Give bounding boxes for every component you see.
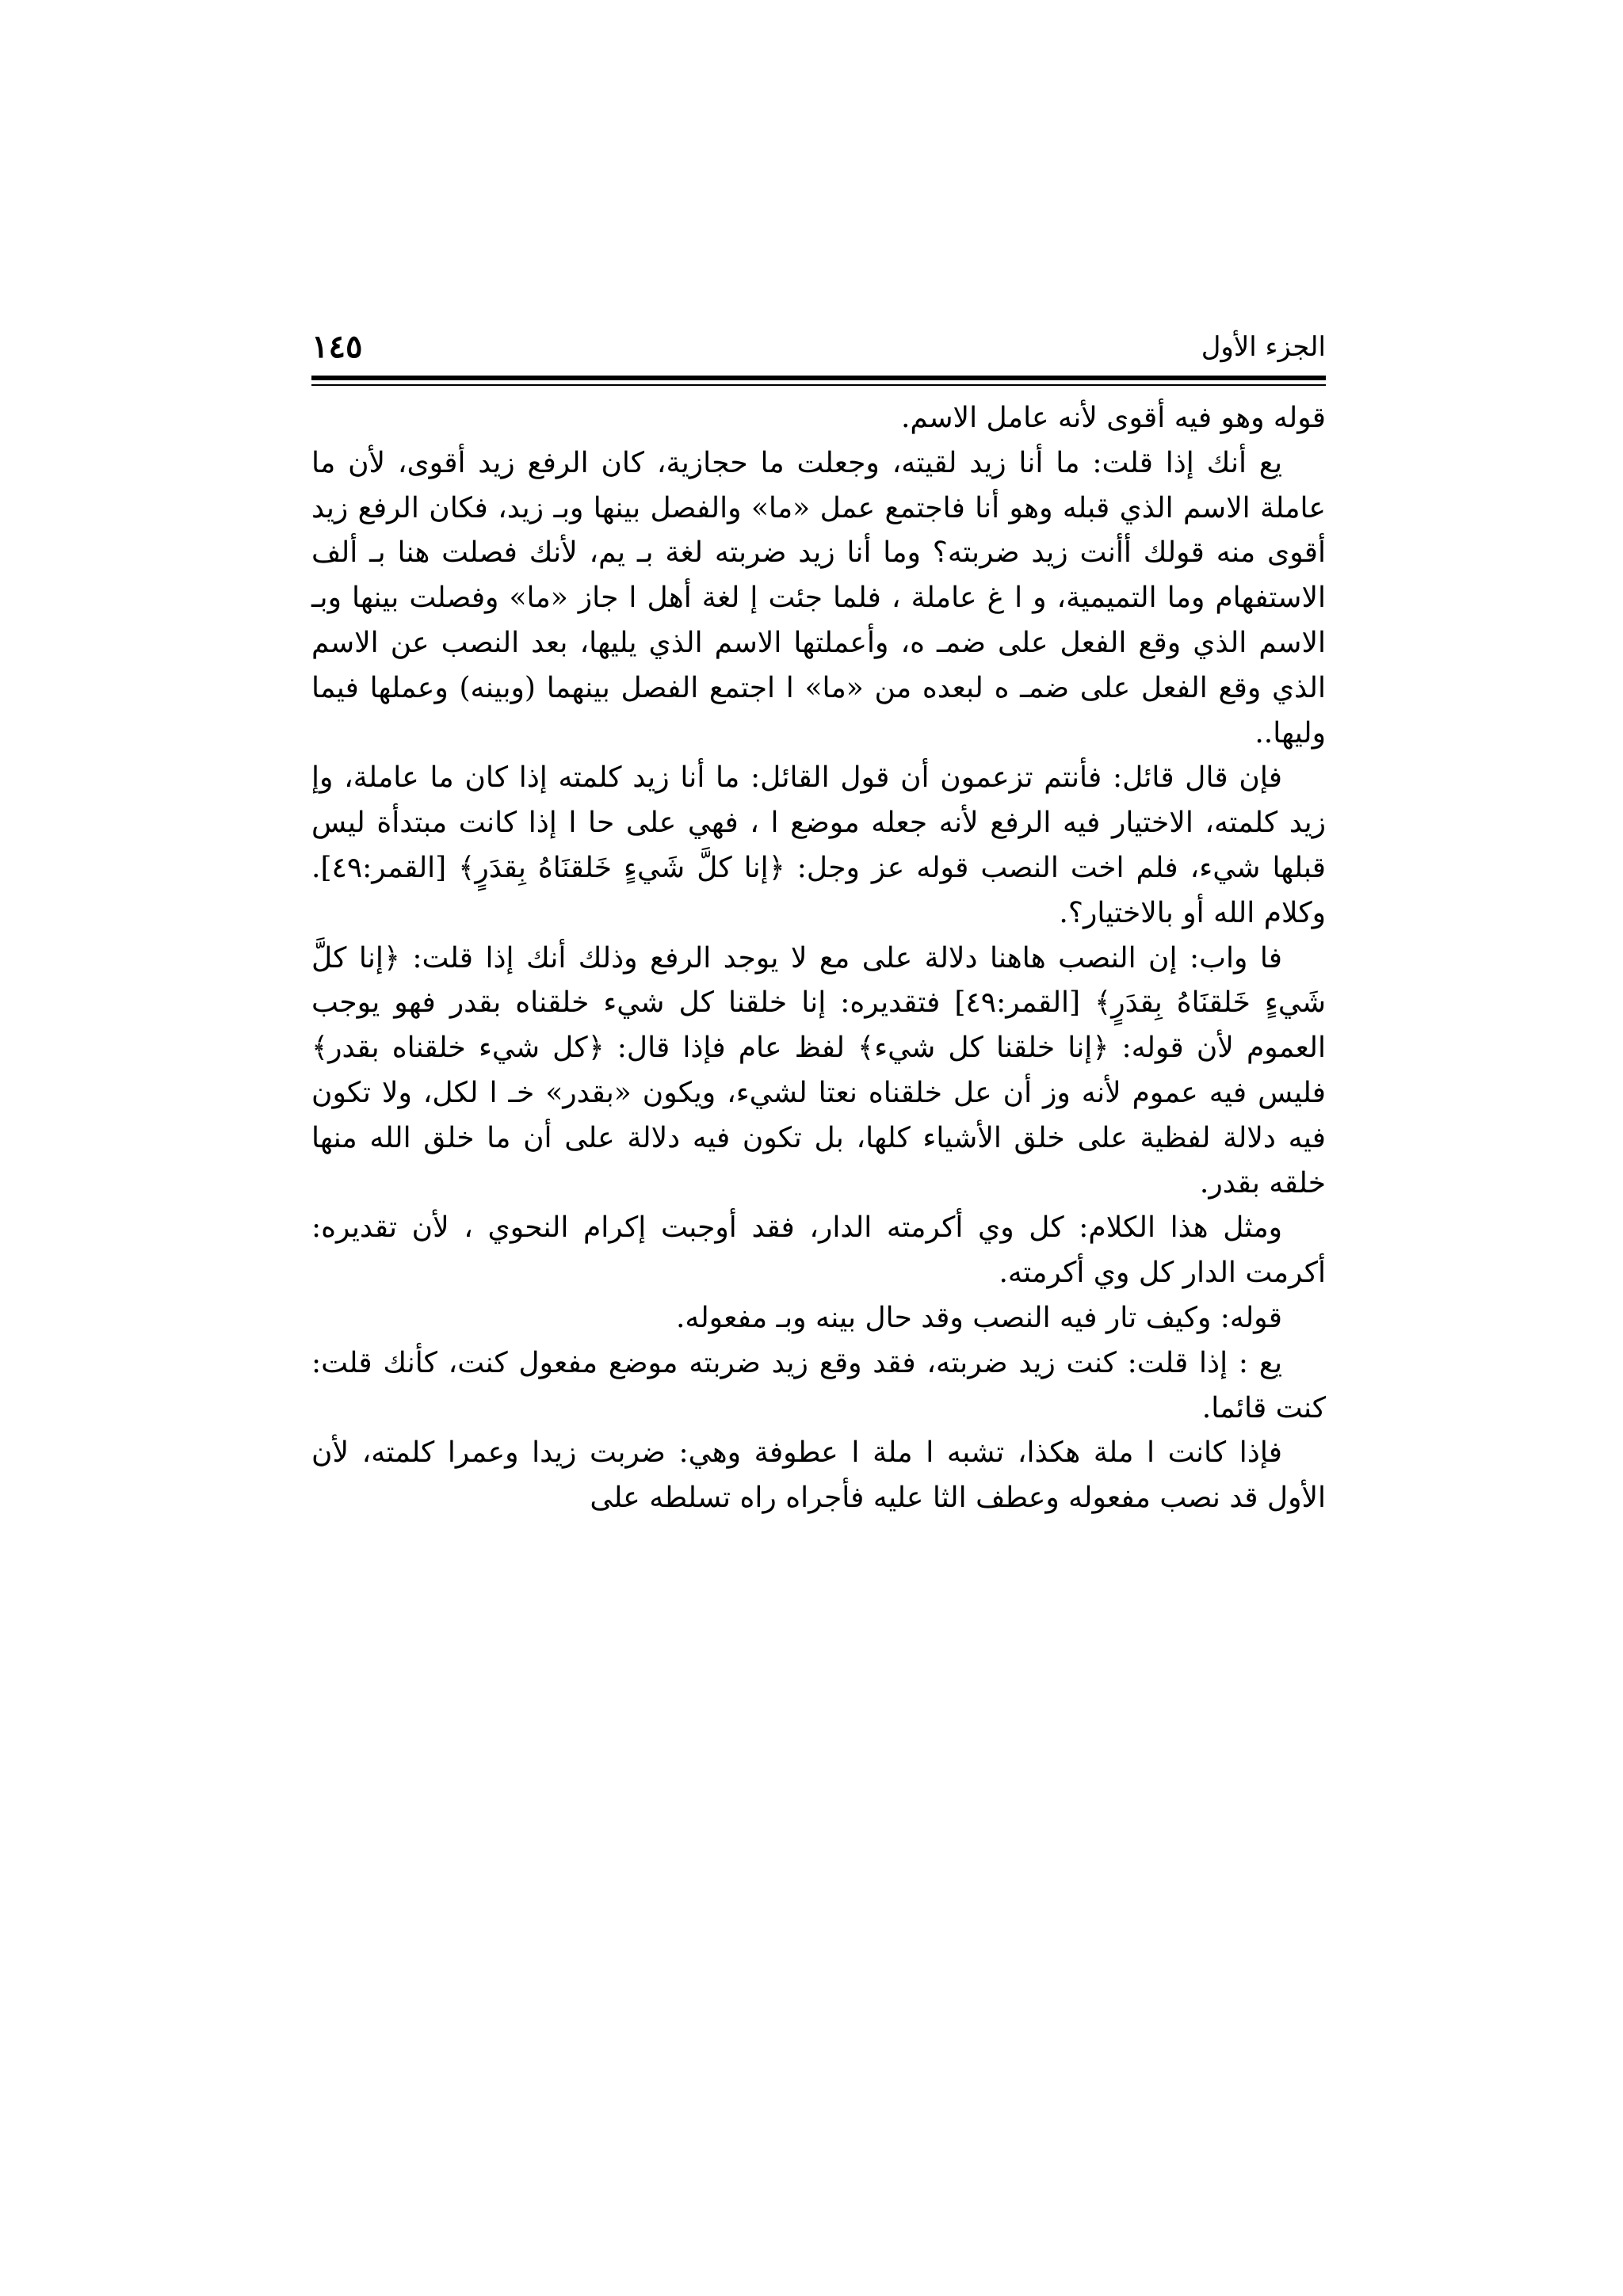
paragraph: يع : إذا قلت: كنت زيد ضربته، فقد وقع زيد ضربته موضع مفعول كنت، كأنك قلت: كنت قائما. — [311, 1346, 1326, 1425]
running-title: الجزء الأول — [1201, 331, 1326, 363]
body-text — [311, 396, 1326, 1521]
paragraph: قوله وهو فيه أقوى لأنه عامل الاسم. — [900, 402, 1326, 434]
header-rule-thick — [311, 376, 1326, 380]
paragraph: يع أنك إذا قلت: ما أنا زيد لقيته، وجعلت ما حجازية، كان الرفع زيد أقوى، لأن ما عاملة الاسم الذي قبله وهو أنا فاجتمع عمل «ما» والفصل بينها وبـ زيد، فكان الرفع زيد أقوى منه قولك أأنت زيد ضربته؟ وما أنا زيد ضربته لغة بـ يم، لأنك فصلت هنا بـ ألف الاستفهام وما التميمية، و ا غ عاملة ، فلما جئت إ لغة أهل ا جاز «ما» وفصلت بينها وبـ الاسم الذي وقع الفعل على ضمـ ه، وأعملتها الاسم الذي يليها، بعد النصب عن الاسم الذي وقع الفعل على ضمـ ه لبعده من «ما» ا اجتمع الفصل بينهما (وبينه) وعملها فيما وليها.. — [311, 446, 1326, 749]
page-number: ١٤٥ — [311, 328, 363, 365]
paragraph: فا واب: إن النصب هاهنا دلالة على مع لا يوجد الرفع وذلك أنك إذا قلت: ﴿إنا كلَّ شَيءٍ خَلقنَاهُ بِقدَرٍ﴾ [القمر:٤٩] فتقديره: إنا خلقنا كل شيء خلقناه بقدر فهو يوجب العموم لأن قوله: ﴿إنا خلقنا كل شيء﴾ لفظ عام فإذا قال: ﴿كل شيء خلقناه بقدر﴾ فليس فيه عموم لأنه وز أن عل خلقناه نعتا لشيء، ويكون «بقدر» خـ ا لكل، ولا تكون فيه دلالة لفظية على خلق الأشياء كلها، بل تكون فيه دلالة على أن ما خلق الله منها خلقه بقدر. — [311, 941, 1326, 1199]
header-rule-thin — [311, 384, 1326, 386]
paragraph: ومثل هذا الكلام: كل وي أكرمته الدار، فقد أوجبت إكرام النحوي ، لأن تقديره: أكرمت الدار كل وي أكرمته. — [311, 1211, 1326, 1290]
paragraph: فإن قال قائل: فأنتم تزعمون أن قول القائل: ما أنا زيد كلمته إذا كان ما عاملة، وإ زيد كلمته، الاختيار فيه الرفع لأنه جعله موضع ا ، فهي على حا ا إذا كانت مبتدأة ليس قبلها شيء، فلم اخت النصب قوله عز وجل: ﴿إنا كلَّ شَيءٍ خَلقنَاهُ بِقدَرٍ﴾ [القمر:٤٩]. وكلام الله أو بالاختيار؟. — [311, 761, 1326, 929]
page-header — [311, 323, 1326, 371]
paragraph: قوله: وكيف تار فيه النصب وقد حال بينه وبـ مفعوله. — [675, 1301, 1282, 1334]
paragraph: فإذا كانت ا ملة هكذا، تشبه ا ملة ا عطوفة وهي: ضربت زيدا وعمرا كلمته، لأن الأول قد نصب مفعوله وعطف الثا عليه فأجراه راه تسلطه على — [311, 1436, 1326, 1515]
